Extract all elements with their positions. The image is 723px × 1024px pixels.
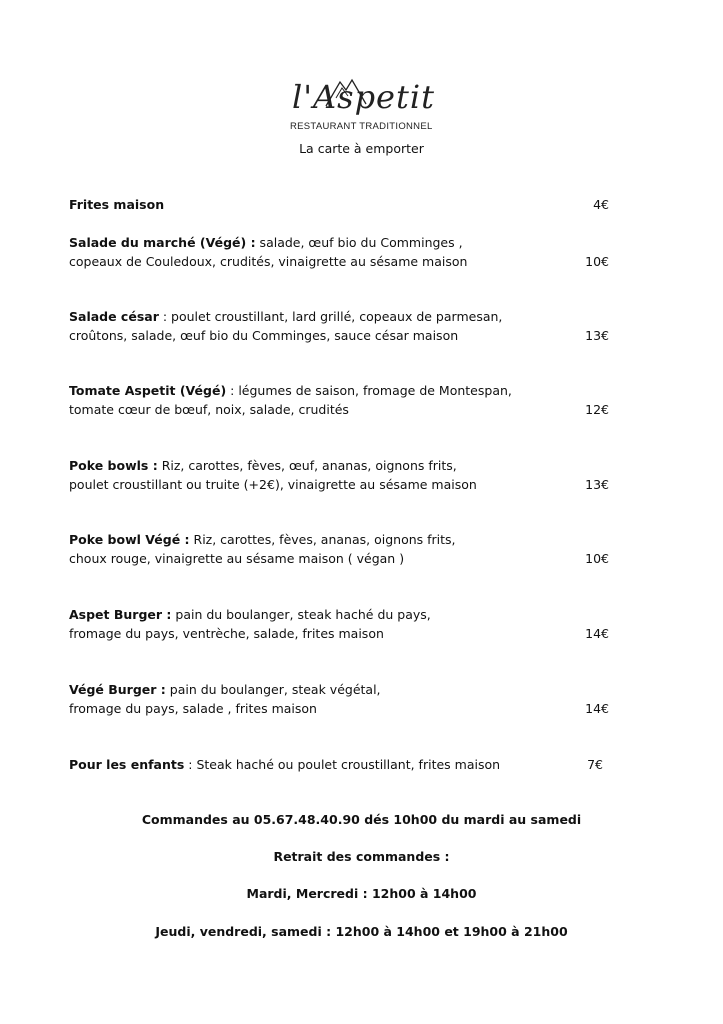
item-name: Frites maison bbox=[69, 197, 165, 212]
item-desc-line1: : poulet croustillant, lard grillé, copeaux de parmesan, bbox=[158, 309, 503, 324]
item-price: 14€ bbox=[585, 701, 609, 716]
logo-subtitle: RESTAURANT TRADITIONNEL bbox=[290, 121, 433, 132]
menu-item bbox=[69, 530, 609, 568]
item-desc-line1: pain du boulanger, steak végétal, bbox=[165, 682, 381, 697]
item-desc-line1: salade, œuf bio du Comminges , bbox=[255, 235, 463, 250]
menu-item bbox=[69, 307, 609, 345]
item-desc-line2: fromage du pays, salade , frites maison bbox=[69, 701, 317, 716]
item-price: 13€ bbox=[585, 477, 609, 492]
pickup-title: Retrait des commandes : bbox=[273, 849, 450, 864]
item-desc-line1: Riz, carottes, fèves, ananas, oignons frits, bbox=[189, 532, 456, 547]
menu-item bbox=[69, 605, 609, 643]
item-price: 7€ bbox=[587, 757, 603, 772]
item-desc-line2: croûtons, salade, œuf bio du Comminges, sauce césar maison bbox=[69, 328, 459, 343]
item-desc-line2: fromage du pays, ventrèche, salade, frites maison bbox=[69, 626, 384, 641]
item-price: 4€ bbox=[593, 197, 609, 212]
item-name: Salade césar bbox=[69, 309, 159, 324]
item-name: Tomate Aspetit (Végé) bbox=[69, 383, 227, 398]
item-name: Salade du marché (Végé) : bbox=[69, 235, 256, 250]
pickup-hours-2: Jeudi, vendredi, samedi : 12h00 à 14h00 et 19h00 à 21h00 bbox=[155, 924, 568, 939]
menu-item bbox=[69, 233, 609, 271]
logo-script-text: l'Aspetit bbox=[292, 78, 435, 116]
item-name: Poke bowls : bbox=[69, 458, 158, 473]
item-price: 12€ bbox=[585, 402, 609, 417]
item-price: 14€ bbox=[585, 626, 609, 641]
menu-item bbox=[69, 755, 609, 774]
menu-item bbox=[69, 456, 609, 494]
item-name: Aspet Burger : bbox=[69, 607, 172, 622]
item-desc-line1: pain du boulanger, steak haché du pays, bbox=[171, 607, 431, 622]
item-desc-line2: copeaux de Couledoux, crudités, vinaigrette au sésame maison bbox=[69, 254, 468, 269]
item-name: Poke bowl Végé : bbox=[69, 532, 190, 547]
menu-item bbox=[69, 680, 609, 718]
item-price: 10€ bbox=[585, 254, 609, 269]
item-price: 10€ bbox=[585, 551, 609, 566]
menu-item bbox=[69, 381, 609, 419]
item-name: Pour les enfants bbox=[69, 757, 185, 772]
item-desc-line2: tomate cœur de bœuf, noix, salade, crudités bbox=[69, 402, 349, 417]
item-desc-line1: Riz, carottes, fèves, œuf, ananas, oignons frits, bbox=[157, 458, 457, 473]
menu-item bbox=[69, 195, 609, 214]
item-desc-line2: choux rouge, vinaigrette au sésame maison ( végan ) bbox=[69, 551, 405, 566]
item-desc-line1: : Steak haché ou poulet croustillant, frites maison bbox=[184, 757, 501, 772]
item-desc-line2: poulet croustillant ou truite (+2€), vinaigrette au sésame maison bbox=[69, 477, 477, 492]
pickup-hours-1: Mardi, Mercredi : 12h00 à 14h00 bbox=[246, 886, 477, 901]
menu-subtitle: La carte à emporter bbox=[299, 141, 424, 156]
restaurant-logo bbox=[286, 74, 446, 136]
item-name: Végé Burger : bbox=[69, 682, 166, 697]
order-phone-text: Commandes au 05.67.48.40.90 dés 10h00 du mardi au samedi bbox=[141, 812, 582, 827]
item-desc-line1: : légumes de saison, fromage de Montespan, bbox=[226, 383, 512, 398]
item-price: 13€ bbox=[585, 328, 609, 343]
